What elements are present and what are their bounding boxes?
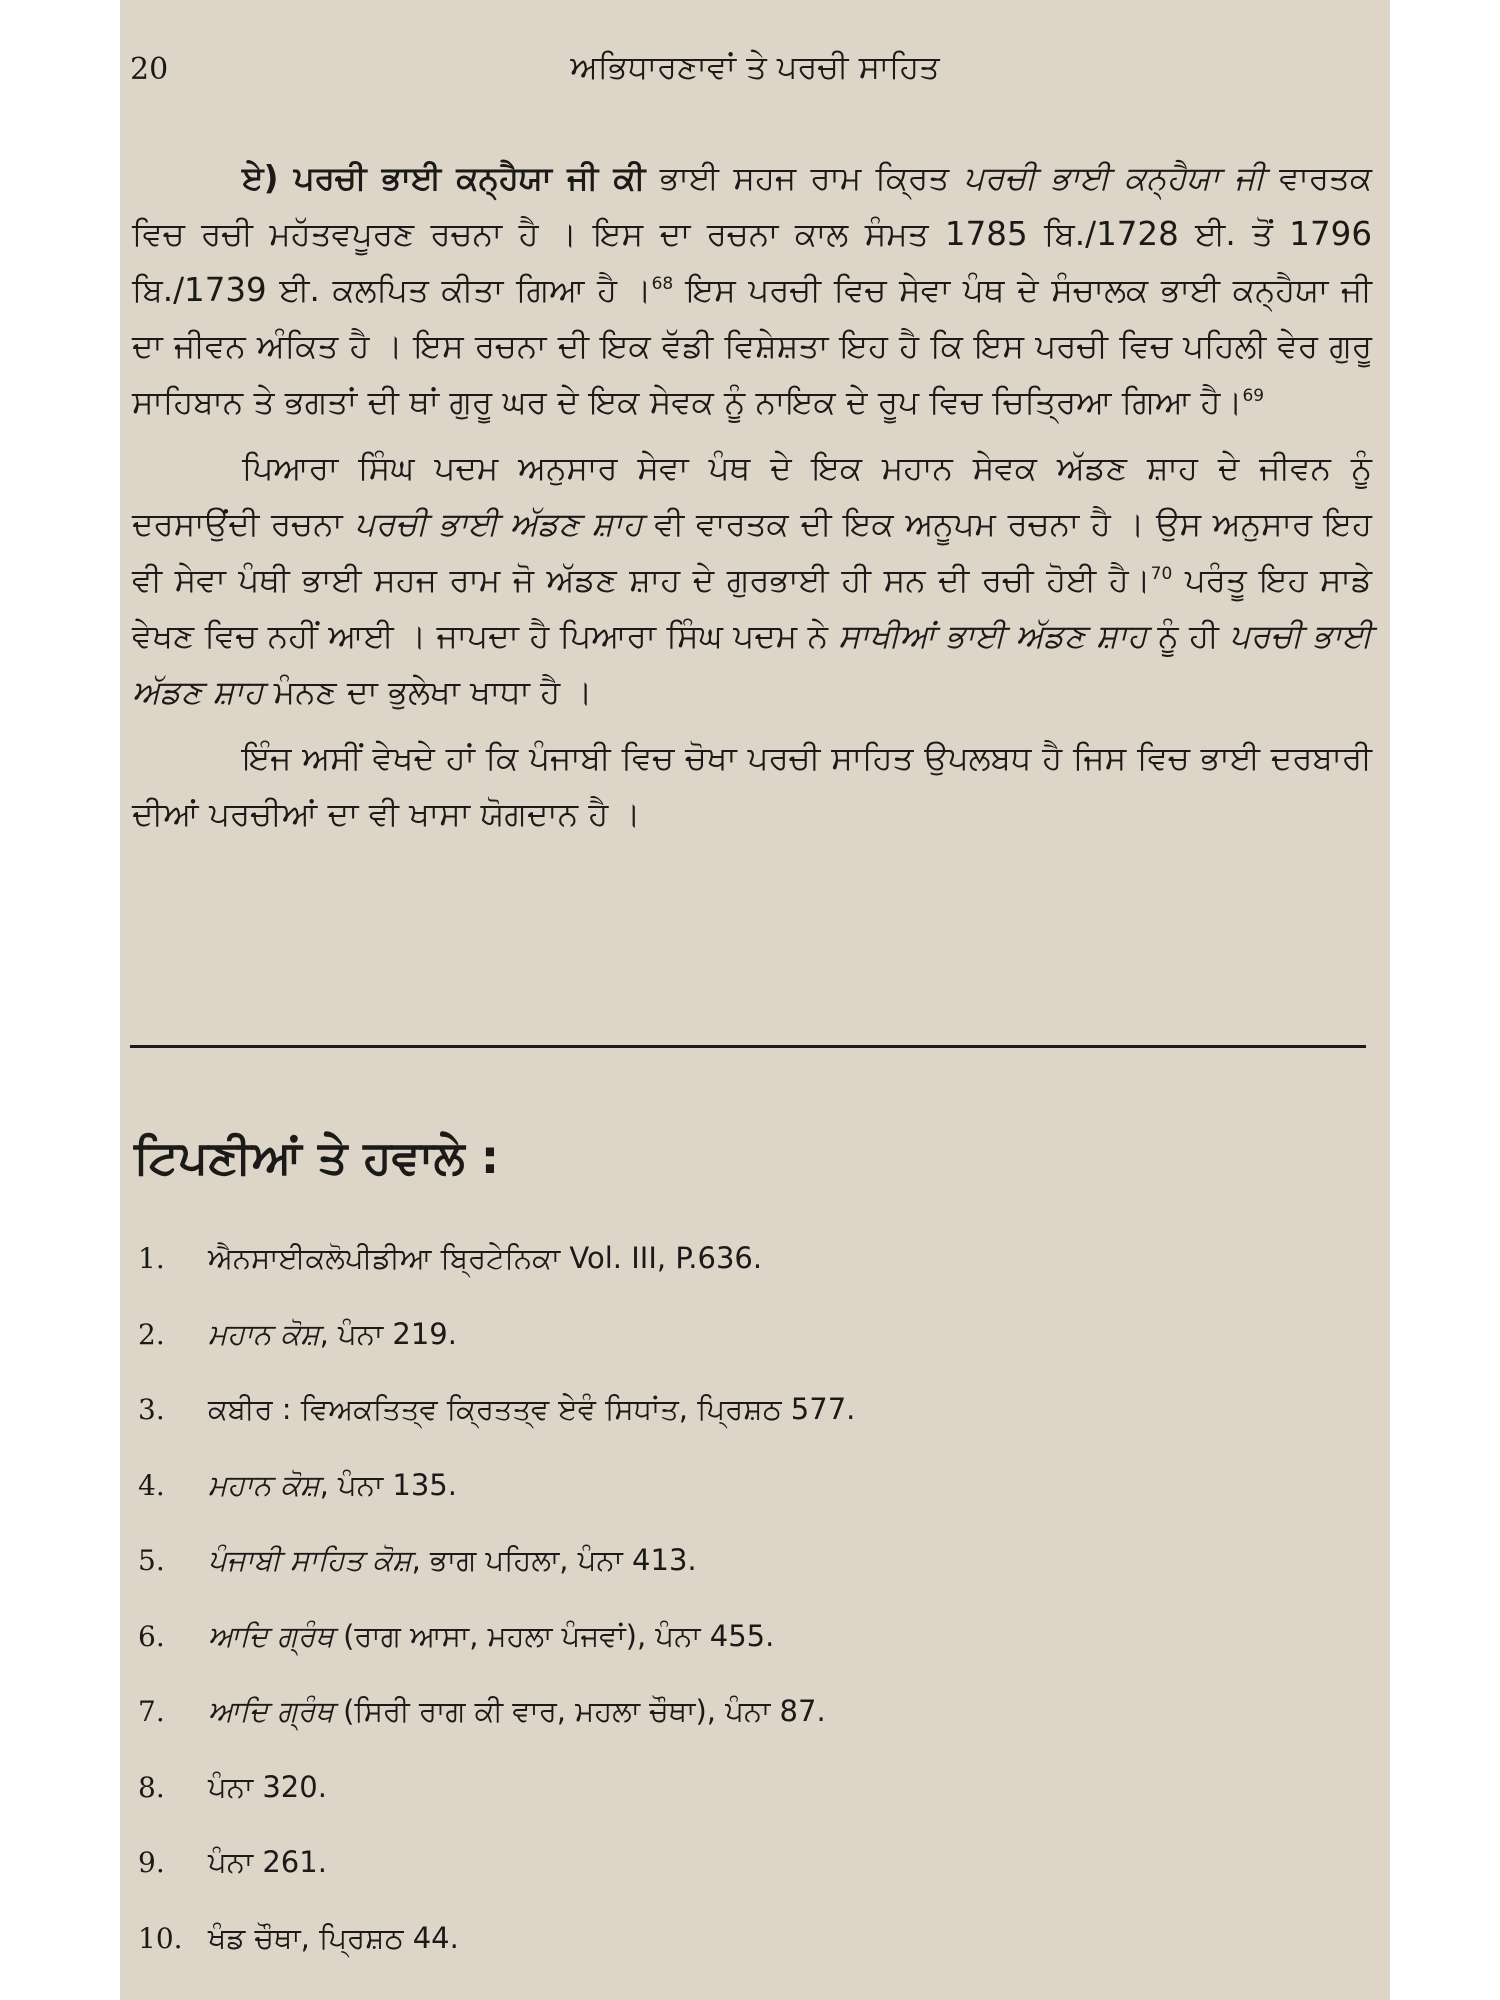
note-text xyxy=(208,1468,457,1502)
note-item xyxy=(138,1314,1338,1390)
note-work-title: ਮਹਾਨ ਕੋਸ਼ xyxy=(208,1316,320,1351)
page-number: 20 xyxy=(130,52,169,87)
paragraph-parchi-bhai-kanhaiya xyxy=(132,150,1372,430)
note-work-title: ਮਹਾਨ ਕੋਸ਼ xyxy=(208,1467,320,1502)
note-text xyxy=(208,1543,697,1577)
note-number: 7. xyxy=(138,1695,165,1728)
running-title: ਅਭਿਧਾਰਣਾਵਾਂ ਤੇ ਪਰਚੀ ਸਾਹਿਤ xyxy=(570,48,940,86)
work-title: ਪਰਚੀ ਭਾਈ ਕਨ੍ਹੈਯਾ ਜੀ xyxy=(963,159,1265,197)
text-run: ਇਸ ਪਰਚੀ ਵਿਚ ਸੇਵਾ ਪੰਥ ਦੇ ਸੰਚਾਲਕ ਭਾਈ ਕਨ੍ਹੈਯਾ ਜੀ ਦਾ ਜੀਵਨ ਅੰਕਿਤ ਹੈ । ਇਸ ਰਚਨਾ ਦੀ ਇਕ ਵੱਡੀ ਵਿਸ਼ੇਸ਼ਤਾ ਇਹ ਹੈ ਕਿ ਇਸ ਪਰਚੀ ਵਿਚ ਪਹਿਲੀ ਵੇਰ ਗੁਰੂ ਸਾਹਿਬਾਨ ਤੇ ਭਗਤਾਂ ਦੀ ਥਾਂ ਗੁਰੂ ਘਰ ਦੇ ਇਕ ਸੇਵਕ ਨੂੰ ਨਾਇਕ ਦੇ ਰੂਪ ਵਿਚ ਚਿਤ੍ਰਿਆ ਗਿਆ ਹੈ। xyxy=(132,271,1372,421)
note-text xyxy=(208,1770,327,1804)
section-divider xyxy=(130,1045,1366,1048)
note-work-title: ਪੰਜਾਬੀ ਸਾਹਿਤ ਕੋਸ਼ xyxy=(208,1543,412,1577)
footnote-ref: 70 xyxy=(1150,564,1173,585)
note-number: 3. xyxy=(138,1393,165,1426)
note-text xyxy=(208,1921,459,1955)
body-text xyxy=(132,150,1372,852)
note-text xyxy=(208,1694,826,1728)
section-heading-inline: ਏ) ਪਰਚੀ ਭਾਈ ਕਨ੍ਹੈਯਾ ਜੀ ਕੀ xyxy=(242,159,646,197)
note-text-run: ਪੰਨਾ 320. xyxy=(208,1769,327,1804)
text-run: ਵਾਰਤਕ ਵਿਚ ਰਚੀ ਮਹੱਤਵਪੂਰਣ ਰਚਨਾ ਹੈ । ਇਸ ਦਾ ਰਚਨਾ ਕਾਲ ਸੰਮਤ 1785 ਬਿ./1728 ਈ. ਤੋਂ 1796 ਬਿ./1739 ਈ. ਕਲਪਿਤ ਕੀਤਾ ਗਿਆ ਹੈ । xyxy=(132,159,1372,309)
notes-list xyxy=(138,1238,1338,1993)
note-text-run: (ਸਿਰੀ ਰਾਗ ਕੀ ਵਾਰ, ਮਹਲਾ ਚੌਥਾ), ਪੰਨਾ 87. xyxy=(333,1694,826,1728)
text-run: ਨੂੰ ਹੀ xyxy=(1147,617,1230,655)
note-number: 8. xyxy=(138,1770,165,1804)
text-run: ਭਾਈ ਸਹਜ ਰਾਮ ਕ੍ਰਿਤ xyxy=(645,159,964,197)
note-text-run: , ਪੰਨਾ 135. xyxy=(319,1467,457,1502)
note-item xyxy=(138,1540,1338,1616)
note-number: 2. xyxy=(138,1317,165,1351)
note-text xyxy=(208,1317,457,1351)
note-text-run: ਖੰਡ ਚੌਥਾ, ਪ੍ਰਿਸ਼ਠ 44. xyxy=(208,1920,459,1955)
note-text-run: (ਰਾਗ ਆਸਾ, ਮਹਲਾ ਪੰਜਵਾਂ), ਪੰਨਾ 455. xyxy=(333,1618,775,1653)
note-number: 4. xyxy=(138,1468,165,1502)
note-text-run: ਐਨਸਾਈਕਲੋਪੀਡੀਆ ਬ੍ਰਿਟੇਨਿਕਾ Vol. III, P.636. xyxy=(208,1241,763,1275)
note-work-title: ਆਦਿ ਗ੍ਰੰਥ xyxy=(208,1694,334,1728)
note-text xyxy=(208,1845,327,1879)
text-run: ਵੀ ਵਾਰਤਕ ਦੀ ਇਕ ਅਨੂਪਮ ਰਚਨਾ ਹੈ । ਉਸ ਅਨੁਸਾਰ ਇਹ ਵੀ ਸੇਵਾ ਪੰਥੀ ਭਾਈ ਸਹਜ ਰਾਮ ਜੋ ਅੱਡਣ ਸ਼ਾਹ ਦੇ ਗੁਰਭਾਈ ਹੀ ਸਨ ਦੀ ਰਚੀ ਹੋਈ ਹੈ। xyxy=(132,505,1372,599)
note-text xyxy=(208,1392,855,1426)
book-page xyxy=(120,0,1390,2000)
note-text-run: , ਪੰਨਾ 219. xyxy=(319,1316,457,1351)
note-work-title: ਆਦਿ ਗ੍ਰੰਥ xyxy=(208,1618,334,1653)
work-title: ਸਾਖੀਆਂ ਭਾਈ ਅੱਡਣ ਸ਼ਾਹ xyxy=(838,617,1148,655)
note-item xyxy=(138,1842,1338,1918)
note-item xyxy=(138,1767,1338,1843)
text-run: ਪਿਆਰਾ ਸਿੰਘ ਪਦਮ ਅਨੁਸਾਰ ਸੇਵਾ ਪੰਥ ਦੇ ਇਕ ਮਹਾਨ ਸੇਵਕ ਅੱਡਣ ਸ਼ਾਹ ਦੇ ਜੀਵਨ ਨੂੰ ਦਰਸਾਉਂਦੀ ਰਚਨਾ xyxy=(132,449,1372,543)
note-text-run: , ਭਾਗ ਪਹਿਲਾ, ਪੰਨਾ 413. xyxy=(411,1543,697,1577)
note-item xyxy=(138,1465,1338,1541)
paragraph-conclusion: ਇੰਜ ਅਸੀਂ ਵੇਖਦੇ ਹਾਂ ਕਿ ਪੰਜਾਬੀ ਵਿਚ ਚੋਖਾ ਪਰਚੀ ਸਾਹਿਤ ਉਪਲਬਧ ਹੈ ਜਿਸ ਵਿਚ ਭਾਈ ਦਰਬਾਰੀ ਦੀਆਂ ਪਰਚੀਆਂ ਦਾ ਵੀ ਖਾਸਾ ਯੋਗਦਾਨ ਹੈ । xyxy=(132,739,1372,833)
page-header xyxy=(120,48,1390,98)
notes-heading: ਟਿਪਣੀਆਂ ਤੇ ਹਵਾਲੇ : xyxy=(134,1130,500,1184)
note-number: 5. xyxy=(138,1544,165,1577)
paragraph-parchi-bhai-addan-shah xyxy=(132,440,1372,720)
footnote-ref: 69 xyxy=(1242,386,1265,407)
note-number: 9. xyxy=(138,1846,165,1879)
note-number: 6. xyxy=(138,1619,165,1653)
text-run: ਪਰੰਤੂ ਇਹ ਸਾਡੇ ਵੇਖਣ ਵਿਚ ਨਹੀਂ ਆਈ । ਜਾਪਦਾ ਹੈ ਪਿਆਰਾ ਸਿੰਘ ਪਦਮ ਨੇ xyxy=(132,561,1372,655)
text-run: ਮੰਨਣ ਦਾ ਭੁਲੇਖਾ ਖਾਧਾ ਹੈ । xyxy=(263,673,593,711)
note-text xyxy=(208,1241,762,1275)
work-title: ਪਰਚੀ ਭਾਈ ਅੱਡਣ ਸ਼ਾਹ xyxy=(354,505,643,543)
note-text-run: ਪੰਨਾ 261. xyxy=(208,1845,327,1879)
footnote-ref: 68 xyxy=(651,274,674,295)
note-number: 1. xyxy=(138,1242,165,1275)
note-item xyxy=(138,1616,1338,1692)
note-text xyxy=(208,1619,774,1653)
note-item xyxy=(138,1238,1338,1314)
note-item xyxy=(138,1691,1338,1767)
note-number: 10. xyxy=(138,1921,183,1955)
note-item xyxy=(138,1918,1338,1994)
work-title: ਪਰਚੀ ਭਾਈ ਅੱਡਣ ਸ਼ਾਹ xyxy=(132,617,1372,711)
note-item xyxy=(138,1389,1338,1465)
note-text-run: ਕਬੀਰ : ਵਿਅਕਤਿਤ੍ਵ ਕ੍ਰਿਤਤ੍ਵ ਏਵੰ ਸਿਧਾਂਤ, ਪ੍ਰਿਸ਼ਠ 577. xyxy=(208,1392,856,1426)
